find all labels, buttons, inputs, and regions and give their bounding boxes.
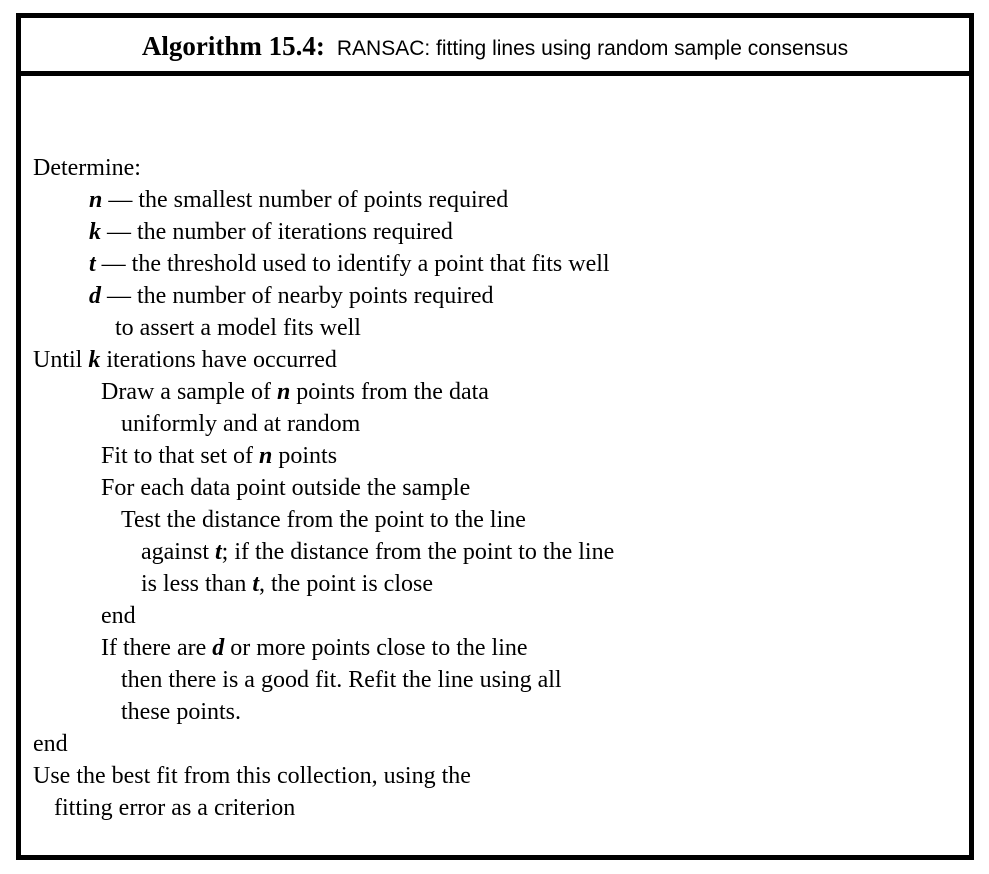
line-text: For each data point outside the sample xyxy=(101,475,471,501)
algo-line xyxy=(121,408,953,440)
algorithm-box xyxy=(16,13,974,860)
line-text: — the smallest number of points required xyxy=(102,187,509,213)
math-var: d xyxy=(212,635,225,661)
algo-line xyxy=(115,312,953,344)
line-text: to assert a model fits well xyxy=(115,315,361,341)
line-text: points from the data xyxy=(290,379,489,405)
line-text: is less than xyxy=(141,571,253,597)
line-text: Determine: xyxy=(33,155,141,181)
line-text: or more points close to the line xyxy=(224,635,528,661)
algorithm-number-label: Algorithm 15.4: xyxy=(141,31,325,61)
line-text: these points. xyxy=(121,699,241,725)
math-var: k xyxy=(88,347,101,373)
line-text: , the point is close xyxy=(259,571,433,597)
math-var: n xyxy=(276,379,291,405)
algo-line xyxy=(33,344,953,376)
math-var: n xyxy=(259,443,273,469)
algo-line xyxy=(121,504,953,536)
line-text: end xyxy=(101,603,136,629)
algo-line xyxy=(89,184,953,216)
math-var: d xyxy=(89,283,101,309)
algo-line xyxy=(121,696,953,728)
algo-line xyxy=(89,248,953,280)
algorithm-pseudocode xyxy=(21,76,969,824)
algo-line xyxy=(101,600,953,632)
line-text: Fit to that set of xyxy=(101,443,259,469)
line-text: against xyxy=(141,539,215,565)
algo-line xyxy=(101,440,953,472)
line-text: then there is a good fit. Refit the line using all xyxy=(121,667,562,693)
math-var: n xyxy=(89,187,103,213)
line-text: If there are xyxy=(101,635,213,661)
algo-line xyxy=(101,472,953,504)
math-var: t xyxy=(214,539,222,565)
line-text: — the threshold used to identify a point that fits well xyxy=(95,251,610,277)
line-text: Test the distance from the point to the line xyxy=(121,507,526,533)
algo-line xyxy=(54,792,953,824)
algo-line xyxy=(89,280,953,312)
line-text: Use the best fit from this collection, using the xyxy=(33,763,471,789)
algo-line xyxy=(141,536,953,568)
algo-line xyxy=(141,568,953,600)
line-text: end xyxy=(33,731,68,757)
algorithm-title: RANSAC: fitting lines using random sample consensus xyxy=(336,37,849,60)
algo-line xyxy=(101,376,953,408)
line-text: Draw a sample of xyxy=(101,379,277,405)
math-var: t xyxy=(89,251,96,277)
line-text: iterations have occurred xyxy=(100,347,337,373)
line-text: fitting error as a criterion xyxy=(54,795,296,821)
algo-line xyxy=(33,728,953,760)
line-text: uniformly and at random xyxy=(121,411,361,437)
algo-line xyxy=(121,664,953,696)
line-text: — the number of nearby points required xyxy=(101,283,494,309)
line-text: points xyxy=(272,443,338,469)
math-var: t xyxy=(252,571,259,597)
algorithm-header xyxy=(21,18,969,76)
math-var: k xyxy=(89,219,101,245)
line-text: — the number of iterations required xyxy=(101,219,453,245)
algo-line xyxy=(101,632,953,664)
algo-line xyxy=(33,152,953,184)
algo-line xyxy=(33,760,953,792)
line-text: Until xyxy=(33,347,89,373)
algo-line xyxy=(89,216,953,248)
line-text: ; if the distance from the point to the line xyxy=(221,539,615,565)
